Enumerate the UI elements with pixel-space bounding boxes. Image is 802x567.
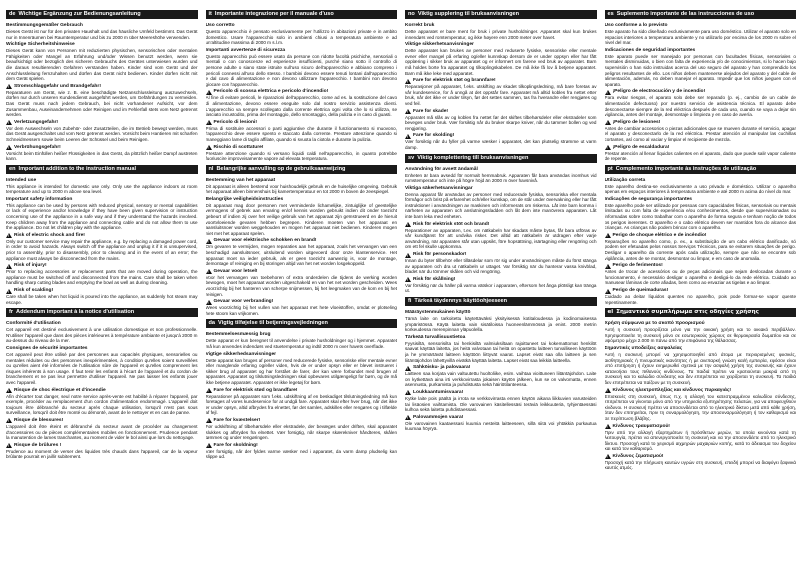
warning-text: ¡Peligro de electrocución y de incendio!: [612, 89, 706, 95]
warning-triangle-icon: [6, 418, 12, 423]
paragraph: Este aparelho destina-se exclusivamente a uso privado e doméstico. Utilizar o aparelho apenas em espaços interiores à temperatura ambiente e até 2000 m acima do nível do mar.: [604, 183, 796, 195]
warning-triangle-icon: [605, 264, 611, 269]
subheading: Consignes de sécurité importantes: [6, 345, 88, 351]
paragraph: Vorsicht beim Einfüllen heißer Flüssigkeiten in das Gerät, da plötzlich heißer Dampf austreten kann.: [6, 150, 198, 162]
paragraph: This appliance can be used by persons with reduced physical, sensory or mental capabilities or lack of experience and/or knowledge if they have been given supervision or instruction concerning use of the appliance in a safe way and if they understand the hazards involved. Keep children away from the appliance and connecting cable and do not allow them to use the appliance. Do not let children play with the appliance.: [6, 202, 198, 231]
warning-text: Verletzungsgefahr!: [14, 119, 59, 125]
subheading: Användning för avsett ändamål: [405, 166, 478, 172]
paragraph: Επισκευές στη συσκευή, όπως π.χ. η αλλαγή του κατεστραμμένου καλωδίου σύνδεσης, επιτρέπεται να γίνονται μόνο από την υπηρεσία εξυπηρέτησης πελατών, για να αποφευχθούν κίνδυνοι. Η συσκευή πρέπει να αποσυνδέεται από το ηλεκτρικό δίκτυο μετά από κάθε χρήση, όταν δεν επιτηρείται, πριν τη συναρμολόγηση, την αποσυναρμολόγηση ή τον καθαρισμό και σε περίπτωση βλάβης.: [604, 393, 796, 421]
subheading: Vigtige sikkerhedsanvisninger: [205, 351, 277, 357]
paragraph: Questo apparecchio può essere usato da persone con ridotte facoltà psichiche, sensoriali o mentali o con conoscenze ed esperienze insufficienti, purché siano sotto il controllo di persone adulte o siano state istruite sull'uso sicuro dell'apparecchio e abbiano compreso i pericoli connessi all'uso dello stesso. I bambini devono essere tenuti lontani dall'apparecchio e dal cavo di alimentazione e non devono utilizzare l'apparecchio. I bambini non devono giocare con l'apparecchio.: [205, 53, 397, 87]
warning-triangle-icon: [405, 222, 411, 227]
section-title: Belangrijke aanvulling op de gebruiksaanwijzing: [216, 165, 346, 172]
language-code: sv: [408, 154, 415, 161]
warning-triangle-icon: [206, 300, 212, 305]
subheading: Indicações de segurança importantes: [604, 196, 693, 202]
warning-triangle-icon: [605, 289, 611, 294]
paragraph: Wees voorzichtig bij het vullen van het apparaat met hete vloeistoffen, omdat er plotseling hete stoom kan vrijkomen.: [205, 305, 397, 316]
paragraph: Innan du byter tillbehör eller tilläsdelar som rör sig under användningen måste du först stänga av apparaten och dra ut nätkabeln ur uttaget. Var försiktig när du hanterar vassa knivblad, bladet när du tömmer skålen och vid rengöring.: [405, 258, 597, 275]
warning-triangle-icon: [6, 120, 12, 125]
warning-text: Risk of scalding!: [14, 288, 54, 293]
language-code: fi: [408, 298, 412, 304]
warning-text: Perigo de queimaduras!: [612, 288, 669, 293]
warning-triangle-icon: [206, 145, 212, 150]
paragraph: Tämä laite on tarkoitettu käytettäväksi yksityisessä kotitaloudessa ja kodinomaisessa ympäristössä. Käytä laitetta vain sisätiloissa huoneenlämmössä ja enint. 2000 metrin korkeudessa merenpinnan yläpuolella.: [405, 316, 597, 333]
warning-triangle-icon: [206, 443, 212, 448]
paragraph: Var försiktig när du häller på varma vätskor i apparaten, eftersom het ånga plötsligt kan tränga ut.: [405, 282, 597, 294]
paragraph: Reparações no aparelho como, p. ex., a substituição de um cabo elétrico danificado, só podem ser efetuadas pelos nossos Serviços Técnicos, para se evitarem situações de perigo. Desligar o aparelho da corrente após cada utilização, sempre que não se encontre sob vigilância, antes de se montar, desmontar ou limpar, e em caso de anomalia.: [604, 238, 796, 261]
paragraph: Reparaturen am Gerät, wie z. B. eine beschädigte Netzanschlussleitung auszuwechseln, dürfen nur durch unseren Kundendienst ausgeführt werden, um Gefährdungen zu vermeiden. Das Gerät muss nach jedem Gebrauch, bei nicht vorhandener Aufsicht, vor dem Zusammenbau, Auseinandernehmen oder Reinigen und im Fehlerfall stets vom Netz getrennt werden.: [6, 89, 198, 118]
warning-text: Risk för personskador!: [413, 252, 467, 258]
subheading: Conformité d'utilisation: [6, 321, 61, 327]
language-section-header: [6, 165, 198, 174]
section-title: Addendum important à la notice d'utilisation: [16, 309, 135, 316]
paragraph: Prima di sostituire accessori o parti aggiuntive che durante il funzionamento si muovono, l'apparecchio deve essere spento e staccato dalla corrente. Prestare attenzione quando si maneggiano lame di taglio affilate, quando si svuota la ciotola e durante la pulizia.: [205, 125, 397, 142]
warning-text: Gevaar voor verbranding!: [213, 299, 274, 305]
paragraph: Dette apparat er kun beregnet til anvendelse i private husholdninger og i hjemmet. Apparatet må kun anvendes indendørs ved stuetemperatur og indtil 2000 m over havets overflade.: [205, 338, 397, 349]
language-code: es: [607, 11, 614, 17]
warning-text: Κίνδυνος τραυματισμού!: [612, 423, 670, 429]
paragraph: Reparationer på apparatet som f.eks. udskiftning af en beskadiget tilslutningsledning må kun foretages af vores kundeservice for at undgå fare. Apparatet skal efter hver brug, når det ikke er under opsyn, altid afbrydes fra elnettet, før det samles, adskilles eller rengøres og i tilfælde af fejl.: [205, 393, 397, 416]
warning-text: ¡Peligro de lesiones!: [612, 119, 661, 125]
warning-text: Κίνδυνος ζεματισμού!: [612, 453, 664, 459]
language-section-header: [206, 319, 398, 328]
language-code: de: [9, 11, 16, 17]
section-title: Importante integrazione per il manuale d'uso: [214, 11, 334, 17]
subheading: Määräystenmukainen käyttö: [405, 310, 471, 315]
paragraph: Dieses Gerät kann von Personen mit reduzierten physischen, sensorischen oder mentalen Fähigkeiten oder Mangel an Erfahrung und/oder Wissen benutzt werden, wenn sie beaufsichtigt oder bezüglich des sicheren Gebrauchs des Gerätes unterwiesen wurden und die daraus resultierenden Gefahren verstanden haben. Kinder sind vom Gerät und der Anschlussleitung fernzuhalten und dürfen das Gerät nicht bedienen. Kinder dürfen nicht mit dem Gerät spielen.: [6, 48, 198, 82]
paragraph: Enheten är bara avsedd för normalt hemmabruk. Apparaten får bara användas inomhus vid rumstemperatur och inte på högre höjd än 2000 m över havsnivå.: [405, 172, 597, 184]
subheading: Uso conforme a lo previsto: [604, 23, 668, 28]
warning-text: Pericolo di scossa elettrica e pericolo d'incendio!: [213, 89, 329, 95]
paragraph: Care shall be taken when hot liquid is poured into the appliance, as suddenly hot steam may escape.: [6, 294, 198, 305]
paragraph: Prior to replacing accessories or replacement parts that are moved during operation, the appliance must be switched off and disconnected from the mains. Care shall be taken when handling sharp cutting blades and emptying the bowl as well as during cleaning.: [6, 269, 198, 286]
subheading: Tärkeää turvallisuustietoa: [405, 334, 466, 340]
language-section-header: [206, 10, 398, 19]
warning-triangle-icon: [605, 388, 611, 393]
paragraph: Antes de cambiar accesorios o piezas adicionales que se mueven durante el servicio, apagar el aparato y desconectarlo de la red eléctrica. Prestar atención al manipular las cuchillas cortantes, así como al vaciar y limpiar el recipiente de mezcla.: [604, 125, 796, 142]
subheading: Uso corretto: [205, 23, 235, 28]
warning-text: Gevaar voor letsel!: [213, 268, 258, 274]
warning-text: Palovammojen vaara!: [413, 414, 464, 420]
warning-text: ¡Peligro de escaldadura!: [612, 144, 670, 150]
section-title: Important addition to the instruction manual: [18, 165, 136, 172]
paragraph: Kytke laite pois päältä ja irrota se verkkovirrasta ennen käytön aikana liikkuvien varusteiden tai lisäosien vaihtamista. Ole varovainen käsitellessäsi teräviä leikkuuteriä, tyhjentäessäsi kulhoa sekä laitetta puhdistaessasi.: [405, 395, 597, 413]
language-code: pt: [607, 165, 613, 172]
language-section-header: [405, 154, 597, 163]
warning-triangle-icon: [405, 253, 411, 258]
paragraph: Om gevaren te vermijden, mogen reparaties aan het apparaat, zoals het vervangen van een beschadigd aansluitsnoer, uitsluitend worden uitgevoerd door onze klantenservice. Het apparaat moet na ieder gebruik, als er geen toezicht aanwezig is, voor de montage, demontage of reiniging en bij storingen altijd van het net worden losgekoppeld.: [205, 244, 397, 267]
warning-text: Fare for elektrisk støt og brannfare!: [413, 78, 496, 84]
warning-text: Risk för elektrisk stöt och brand!: [413, 221, 490, 227]
warning-triangle-icon: [605, 145, 611, 150]
warning-text: Pericolo di lesioni!: [213, 119, 257, 125]
warning-text: Gevaar voor elektrische schokken en brand!: [213, 238, 317, 244]
paragraph: This appliance is intended for domestic use only. Only use the appliance indoors at room temperature and up to 2000 m above sea level.: [6, 183, 198, 195]
paragraph: Dit apparaat is alleen bestemd voor huishoudelijk gebruik en de huiselijke omgeving. Gebruik het apparaat alleen binnenshuis bij kamertemperatuur en tot 2000 m boven de zeespiegel.: [205, 183, 397, 195]
warning-text: Risque de blessures!: [14, 417, 64, 423]
paragraph: Este aparelho pode ser utilizado por pessoas com capacidades físicas, sensoriais ou mentais limitadas ou com falta de experiência e/ou conhecimentos, desde que supervisionadas ou informadas sobre como trabalhar com o aparelho de forma segura e tenham noção de todos os perigos inerentes. O aparelho e o cabo elétrico devem ser mantidos fora do alcance das crianças. As crianças não podem brincar com o aparelho.: [604, 202, 796, 231]
subheading: Indicaciones de seguridad importantes: [604, 47, 696, 53]
language-code: fr: [9, 309, 14, 316]
warning-triangle-icon: [605, 454, 611, 459]
subheading: Important safety information: [6, 196, 73, 202]
paragraph: Cet appareil est destiné exclusivement à une utilisation domestique et non professionnelle. N'utiliser l'appareil que dans des pièces intérieures à température ambiante et jusqu'à 2000 m au-dessus du niveau de la mer.: [6, 327, 198, 344]
warning-text: Rischio di scottature!: [213, 144, 264, 150]
warning-triangle-icon: [206, 418, 212, 423]
warning-triangle-icon: [6, 145, 12, 150]
paragraph: Cet appareil peut être utilisé par des personnes aux capacités physiques, sensorielles ou mentales réduites ou des personnes inexpérimentées, à condition qu'elles soient surveillées ou qu'elles aient été informées de l'utilisation sûre de l'appareil et qu'elles comprennent les risques inhérents à son usage. Il faut tenir les enfants à l'écart de l'appareil et du cordon de branchement et ne pas leur permettre d'utiliser l'appareil. Ne pas laisser les enfants jouer avec l'appareil.: [6, 351, 198, 385]
warning-triangle-icon: [605, 90, 611, 95]
language-code: el: [607, 309, 614, 316]
paragraph: Dieses Gerät ist nur für den privaten Haushalt und das häusliche Umfeld bestimmt. Das Gerät nur in Innenräumen bei Raumtemperatur und bis zu 2000 m über Meereshöhe verwenden.: [6, 29, 198, 40]
warning-triangle-icon: [405, 79, 411, 84]
warning-text: Fare for skoldning!: [213, 442, 258, 448]
warning-text: Verbrühungsgefahr!: [14, 144, 61, 150]
language-code: it: [208, 11, 212, 17]
warning-triangle-icon: [6, 264, 12, 269]
language-section-header: [605, 10, 797, 19]
language-section-header: [405, 10, 597, 19]
warning-triangle-icon: [405, 366, 411, 371]
warning-text: Risk of electric shock and fire!: [14, 232, 85, 238]
paragraph: Ole varovainen kaataessasi kuumia nesteitä laitteeseen, sillä siitä voi yhtäkkiä purkautua kuumaa höyryä.: [405, 420, 597, 432]
subheading: Intended use: [6, 177, 37, 183]
language-code: nl: [208, 165, 214, 172]
section-title: Tärkeä täydennys käyttöohjeeseen: [414, 298, 508, 304]
warning-triangle-icon: [6, 443, 12, 448]
paragraph: Dette apparatet er bare ment for bruk i private husholdninger. Apparatet skal kun brukes innendørs ved romtemperatur, og ikke høyere enn 2000 meter over havet.: [405, 29, 597, 40]
warning-text: Fare for skolding!: [413, 133, 455, 139]
warning-triangle-icon: [6, 388, 12, 393]
language-section-header: [605, 165, 797, 174]
section-title: Viktig komplettering till bruksanvisningen: [417, 154, 529, 161]
warning-text: Fare for kvæstelser!: [213, 417, 261, 423]
language-section-header: [6, 308, 198, 317]
language-code: da: [208, 320, 216, 327]
paragraph: Este aparato ha sido diseñado exclusivamente para uso doméstico. Utilizar el aparato solo en espacios interiores a temperatura ambiente y no utilizarlo por encima de los 2000 m sobre el nivel del mar.: [604, 29, 796, 46]
paragraph: Πριν από την αλλαγή εξαρτημάτων ή πρόσθετων μερών, τα οποία κινούνται κατά τη λειτουργία, πρέπει να απενεργοποιείτε τη συσκευή και να την αποσυνδέετε από το ηλεκτρικό δίκτυο. Προσοχή κατά το χειρισμό αιχμηρών μαχαιριών κοπής, κατά το άδειασμα του δοχείου και κατά τον καθαρισμό.: [604, 429, 796, 452]
subheading: Bestemmelsesmæssig brug: [205, 332, 271, 338]
warning-text: Risque de choc électrique et d'incendie: [14, 387, 106, 393]
warning-text: Risk för skållning!: [413, 276, 456, 282]
warning-text: Risk of injury!: [14, 263, 47, 269]
section-title: Σημαντικό συμπλήρωμα στις οδηγίες χρήσης: [616, 309, 759, 316]
warning-text: Perigo de choque elétrico e de incêndio!: [612, 232, 707, 238]
warning-triangle-icon: [405, 134, 411, 139]
section-title: Viktig supplering til bruksanvisningen: [417, 11, 520, 17]
paragraph: Vær forsiktig når du fyller på varme væsker i apparatet, det kan plutselig strømme ut varm damp.: [405, 139, 597, 150]
paragraph: Laitteen saa korjata vain valtuutettu huoltoliike, esim. vaihtaa vioittuneen liitäntäjohdon. Laite on kytkettävä aina irti verkkovirrasta jokaisen käytön jälkeen, kun se on valvomatta, ennen asennusta, purkamista ja puhdistusta sekä häiriötilanteessa.: [405, 371, 597, 388]
paragraph: Αυτή η συσκευή μπορεί να χρησιμοποιηθεί από άτομα με περιορισμένες φυσικές, αισθητηριακές ή πνευματικές ικανότητες ή με ανεπαρκή γνώση και/ή εμπειρία, εφόσον είναι υπό επιτήρηση ή έχουν ενημερωθεί σχετικά με την ασφαλή χρήση της συσκευής και έχουν κατανοήσει τους πιθανούς κινδύνους. Τα παιδιά πρέπει να κρατιούνται μακριά από τη συσκευή και το καλώδιο σύνδεσης και δεν επιτρέπεται να χειρίζονται τη συσκευή. Τα παιδιά δεν επιτρέπεται να παίζουν με τη συσκευή.: [604, 351, 796, 385]
warning-triangle-icon: [405, 277, 411, 282]
warning-triangle-icon: [405, 109, 411, 114]
section-title: Vigtig tilføjelse til betjeningsvejledningen: [218, 320, 328, 327]
paragraph: Prestare attenzione quando si versano liquidi caldi nell'apparecchio, in quanto potrebbe fuoriuscire improvvisamente vapore ad elevata temperatura.: [205, 150, 397, 162]
warning-text: Perigo de ferimentos!: [612, 263, 663, 269]
language-section-header: [6, 10, 198, 19]
warning-text: Risque de brûlures !: [14, 442, 62, 448]
subheading: Viktige sikkerhetsanvisninger: [405, 42, 474, 48]
warning-triangle-icon: [206, 120, 212, 125]
subheading: Χρήση σύμφωνα με το σκοπό προορισμού: [604, 321, 705, 327]
paragraph: Προσοχή κατά την πλήρωση καυτών υγρών στη συσκευή, επειδή μπορεί να διαφύγει ξαφνικά καυτός ατμός.: [604, 459, 796, 471]
warning-triangle-icon: [605, 424, 611, 429]
warning-text: Stromschlaggefahr und Brandgefahr!: [14, 83, 101, 89]
warning-triangle-icon: [605, 120, 611, 125]
paragraph: Fyysisiltä, sensorisilta tai henkisiltä valmiuksiltaan rajoittuneet tai kokemattomat henkilöt saavat käyttää laitetta, jos heitä valvotaan tai heitä on opastettu laitteen turvalliseen käyttöön ja he ymmärtävät laitteen käyttöön liittyvät vaarat. Lapset eivät saa olla laitteen ja sen liitäntäjohdon lähettyvillä eivätkä käyttää laitetta. Lapset eivät saa leikkiä laitteella.: [405, 340, 597, 363]
subheading: Σημαντικές υποδείξεις ασφαλείας: [604, 345, 683, 351]
subheading: Korrekt bruk: [405, 23, 435, 28]
warning-triangle-icon: [6, 289, 12, 294]
paragraph: Al fine di evitare pericoli, le riparazioni dell'apparecchio, come ad es. la sostituzione del cavo di alimentazione, devono essere eseguite solo dal nostro servizio assistenza clienti. L'apparecchio va sempre scollegato dalla corrente elettrica ogni volta che lo si utilizza, se lasciato incustodito, prima del montaggio, dello smontaggio, della pulizia e in caso di guasti.: [205, 95, 397, 118]
paragraph: Questo apparecchio è pensato esclusivamente per l'utilizzo in abitazioni private e in ambito domestico. Usare l'apparecchio solo in ambienti chiusi a temperatura ambiente e ad un'altitudine massima di 2000 m s.l.m.: [205, 29, 397, 46]
paragraph: Prestar atención al llenar líquidos calientes en el aparato, dado que puede salir vapor caliente de repente.: [604, 150, 796, 162]
subheading: Belangrijke veiligheidsinstructies: [205, 196, 284, 202]
warning-text: Sähköisku- ja palovaara!: [413, 365, 471, 371]
paragraph: Denna apparat får användas av personer med reducerade fysiska, sensoriska eller mentala förmågor och brist på erfarenhet och/eller kunskap, om de står under övervakning eller har fått instruktioner i användningen av maskinen och informerats om riskerna. Låt inte barn komma i närheten av apparaten och anslutningssladden och låt dem inte manövrera apparaten. Låt inte barn leka med enheten.: [405, 191, 597, 220]
warning-triangle-icon: [405, 415, 411, 420]
warning-text: Κίνδυνος ηλεκτροπληξίας και κίνδυνος πυρκαγιάς!: [612, 387, 732, 393]
warning-text: Loukkaantumisvaara!: [413, 389, 464, 395]
subheading: Wichtige Sicherheitshinweise: [6, 42, 75, 48]
paragraph: Afin d'écarter tout danger, seul notre service après-vente est habilité à réparer l'appareil, par exemple, procéder au remplacement d'un cordon d'alimentation endommagé. L'appareil doit toujours être débranché du secteur après chaque utilisation, lorsqu'il n'est pas sous surveillance, lorsqu'il doit être monté ou démonté, avant de le nettoyer et en cas de panne.: [6, 393, 198, 416]
paragraph: Vor dem Auswechseln von Zubehör- oder Zusatzteilen, die im Betrieb bewegt werden, muss das Gerät ausgeschaltet und vom Netz getrennt werden. Vorsicht beim Hantieren mit scharfen Schneidmessern sowie beim Leeren der Schüssel und beim Reinigen.: [6, 125, 198, 142]
paragraph: Dette apparat kan bruges af personer med reducerede fysiske, sensoriske eller mentale evner eller manglende erfaring og/eller viden, hvis de er under opsyn eller er blevet instrueret i sikker brug af apparatet og har forstået de farer, der kan være forbundet med brugen af apparatet. Apparatet og tilslutningsledningen skal opbevares utilgængeligt for børn, og de må ikke betjene apparatet. Apparatet er ikke legetøj for børn.: [205, 357, 397, 385]
subheading: Bestemming van het apparaat: [205, 177, 276, 183]
subheading: Importanti avvertenze di sicurezza: [205, 47, 286, 53]
warning-triangle-icon: [6, 233, 12, 238]
language-section-header: [206, 165, 398, 174]
paragraph: L'appareil doit être éteint et débranché du secteur avant de procéder au changement d'accessoires ou de pièces complémentaires mobiles en fonctionnement. Prudence pendant la manutention de lames tranchantes, au moment de vider le bol ainsi que lors du nettoyage.: [6, 423, 198, 441]
column-2: [206, 8, 398, 567]
paragraph: Este aparato puede ser manejado por personas con facultades físicas, sensoriales o mentales disminuidas, o bien con falta de experiencia y/o de conocimientos, si lo hacen bajo supervisión o han sido instruidas acerca del uso seguro del aparato y han comprendido los peligros resultantes de ello. Los niños deben mantenerse alejados del aparato y del cable de alimentación, además, no deben manejar el aparato. Impedir que los niños jueguen con el aparato.: [604, 53, 796, 87]
paragraph: Dit apparaat mag door personen met verminderde lichamelijke, zintuiglijke of geestelijke vermogens of gebrek aan ervaring en/of kennis worden gebruikt indien dit onder toezicht gebeurt of indien zij over het veilige gebruik van het apparaat zijn geïnstrueerd en de hieruit voortvloeiende gevaren hebben begrepen. Kinderen moeten van het apparaat en aansluitsnoer worden weggehouden en mogen het apparaat niet bedienen. Kinderen mogen niet met het apparaat spelen.: [205, 202, 397, 236]
paragraph: Αυτή η συσκευή προορίζεται μόνο για την οικιακή χρήση και το οικιακό περιβάλλον. Χρησιμοποιείτε τη συσκευή μόνο σε εσωτερικούς χώρους σε θερμοκρασία δωματίου και σε υψόμετρο μέχρι 2.000 m πάνω από την επιφάνεια της θάλασσας.: [604, 327, 796, 344]
paragraph: Antes de trocar de acessórios ou de peças adicionais que sejam deslocadas durante o funcionamento, é necessário desligar o aparelho e desligá-lo da rede elétrica. Cuidado ao manusear lâminas de corte afiadas, bem como ao esvaziar as tigelas e ao limpar.: [604, 269, 796, 286]
language-code: no: [408, 11, 415, 17]
warning-triangle-icon: [206, 239, 212, 244]
paragraph: Vær forsigtig, når der fyldes varme væsker ned i apparatet, da varm damp pludselig kan slippe ud.: [205, 448, 397, 460]
subheading: Bestimmungsgemäßer Gebrauch: [6, 23, 83, 28]
paragraph: Reparasjoner på apparatet, f.eks. utskifting av skadet tilkoplingsledning, må bare foretas av vår kundeservice, for å unngå at det oppstår fare. Apparatet må alltid kobles fra nettet etter bruk, når det ikke er under tilsyn, før det settes sammen, tas fra hverandre eller rengjøres og ved feil.: [405, 84, 597, 106]
column-1: [6, 8, 198, 567]
paragraph: Only our customer service may repair the appliance, e.g. by replacing a damaged power cord, in order to avoid hazards. Always switch off the appliance and unplug it if it is unsupervised, prior to assembly, prior to disassembly, prior to cleaning and in the event of an error; the appliance must always be disconnected from the mains.: [6, 238, 198, 261]
warning-text: Fare for elektrisk stød og brandfare!: [213, 387, 298, 393]
warning-triangle-icon: [206, 388, 212, 393]
warning-triangle-icon: [405, 390, 411, 395]
language-section-header: [605, 308, 797, 317]
warning-triangle-icon: [6, 84, 12, 89]
paragraph: Dette apparatet kan brukes av personer med reduserte fysiske, sensoriske eller mentale evner eller mangel på erfaring og/eller kunnskap dersom de er under oppsyn eller har fått opplæring i sikker bruk av apparatet og er informert om farene ved bruk av apparatet. Barn må holdes borte fra apparatet og tilkoplingskabelen. De må ikke få lov å betjene apparatet. Barn må ikke leke med apparatet.: [405, 48, 597, 76]
section-title: Complemento importante às instruções de utilização: [615, 165, 757, 172]
paragraph: Cuidado ao deitar líquidos quentes no aparelho, pois pode formar-se vapor quente repentinamente.: [604, 294, 796, 305]
paragraph: Apparatet må slås av og kobles fra nettet før det skiftes tilbehørsdeler eller ekstradeler som beveges under bruk. Vær forsiktig når du bruker skarpe kniver, når du tømmer bollen og ved rengjøring.: [405, 114, 597, 131]
subheading: Viktiga säkerhetsanvisningar: [405, 185, 473, 191]
paragraph: Før udskiftning af tilbehørsdele eller ekstradele, der bevæges under driften, skal apparatet slukkes og afbrydes fra elnettet. Vær forsigtig, når skarpe skærekniver håndteres, skålen tømmes og under rengøringen.: [205, 423, 397, 441]
language-section-header: [405, 297, 597, 306]
section-title: Suplemento importante de las instrucciones de uso: [616, 11, 755, 17]
column-3: [405, 8, 597, 567]
paragraph: Reparationer av apparaten, t.ex. om nätkabeln har skadats måste bytas, får bara utföras av vår kundtjänst för att undvika risker. Det alltid att nätkabeln är utdragen efter varje användning, när apparaten står utan uppsikt, före hopsättning, isärtagning eller rengöring och om ett fel skulle uppkomma.: [405, 227, 597, 250]
paragraph: Prudence au moment de verser des liquides très chauds dans l'appareil, car de la vapeur brûlante pourrait en jaillir subitement.: [6, 448, 198, 460]
language-code: en: [9, 165, 16, 172]
warning-triangle-icon: [206, 90, 212, 95]
paragraph: Voor het vervangen van toebehoren of extra onderdelen die tijdens de werking worden bewogen, moet het apparaat worden uitgeschakeld en van het net worden gescheiden. Wees voorzichtig bij het hanteren van scherpe snijmessen, bij het leegmaken van de kom en bij het reinigen.: [205, 274, 397, 297]
subheading: Utilização correta: [604, 177, 646, 183]
column-4: [605, 8, 797, 567]
warning-triangle-icon: [206, 269, 212, 274]
warning-text: Fare for skade!: [413, 108, 449, 114]
paragraph: Para evitar riesgos, el aparato solo debe ser reparado (p. ej., cambio de un cable de alimentación defectuoso) por nuestro servicio de asistencia técnica. El aparato debe desconectarse siempre de la red eléctrica después de cada uso, cuando se vaya a dejar sin vigilancia, antes del montaje, desmontaje o limpieza y en caso de avería.: [604, 95, 796, 118]
warning-triangle-icon: [605, 233, 611, 238]
section-title: Wichtige Ergänzung zur Bedienungsanleitung: [18, 11, 141, 17]
